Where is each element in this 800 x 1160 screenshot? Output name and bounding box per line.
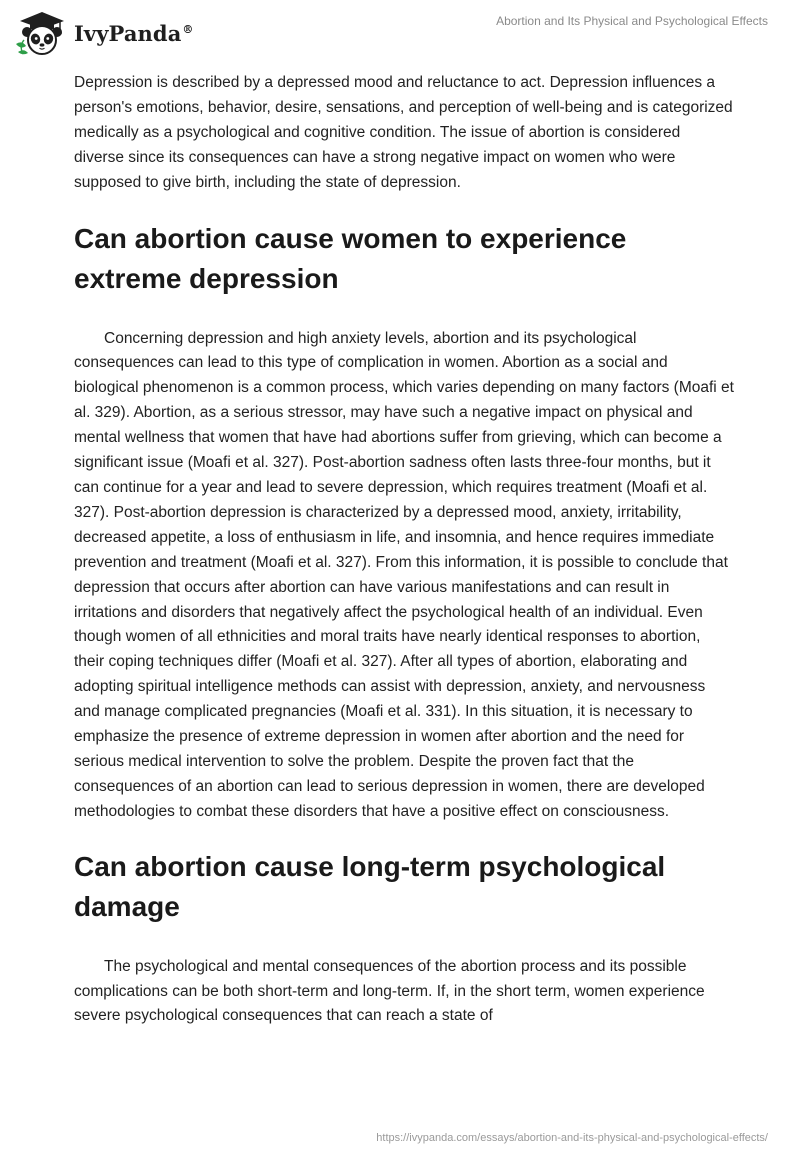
intro-paragraph: Depression is described by a depressed mood and reluctance to act. Depression influences a person's emotions, behavior, desire, sensations, and perception of well-being and is categorized medically as a psychological and cognitive condition. The issue of abortion is considered diverse since its consequences can have a strong negative impact on women who were supposed to give birth, including the state of depression. xyxy=(74,74,733,191)
essay-content xyxy=(74,71,734,1029)
document-title: Abortion and Its Physical and Psychological Effects xyxy=(496,14,768,28)
section-heading-long-term: Can abortion cause long-term psychological damage xyxy=(74,850,666,922)
panda-graduate-icon xyxy=(14,10,70,56)
depression-paragraph: Concerning depression and high anxiety levels, abortion and its psychological consequences can lead to this type of complication in women. Abortion as a social and biological phenomenon is a common process, which varies depending on many factors (Moafi et al. 329). Abortion, as a serious stressor, may have such a negative impact on physical and mental wellness that women that have had abortions suffer from grieving, which can become a significant issue (Moafi et al. 327). Post-abortion sadness often lasts three-four months, but it can continue for a year and lead to severe depression, which requires treatment (Moafi et al. 327). Post-abortion depression is characterized by a depressed mood, anxiety, irritability, decreased appetite, a loss of enthusiasm in life, and insomnia, and hence requires immediate prevention and treatment (Moafi et al. 327). From this information, it is possible to conclude that depression that occurs after abortion can have various manifestations and can result in irritations and disorders that negatively affect the psychological health of an individual. Even though women of all ethnicities and moral traits have nearly identical responses to abortion, their coping techniques differ (Moafi et al. 327). After all types of abortion, elaborating and adopting spiritual intelligence methods can assist with depression, anxiety, and nervousness and manage complicated pregnancies (Moafi et al. 331). In this situation, it is necessary to emphasize the presence of extreme depression in women after abortion and the need for serious medical intervention to solve the problem. Despite the proven fact that the consequences of an abortion can lead to serious depression in women, there are developed methodologies to combat these disorders that have a positive effect on consciousness. xyxy=(74,329,734,820)
long-term-paragraph: The psychological and mental consequences of the abortion process and its possible complications can be both short-term and long-term. If, in the short term, women experience severe psychological consequences that can reach a state of xyxy=(74,957,705,1025)
page-header xyxy=(0,0,800,64)
ivypanda-logo[interactable] xyxy=(14,10,194,56)
section-heading-depression: Can abortion cause women to experience extreme depression xyxy=(74,222,627,294)
logo-wordmark: IvyPanda® xyxy=(74,20,194,46)
source-url[interactable]: https://ivypanda.com/essays/abortion-and-its-physical-and-psychological-effects/ xyxy=(376,1132,768,1144)
